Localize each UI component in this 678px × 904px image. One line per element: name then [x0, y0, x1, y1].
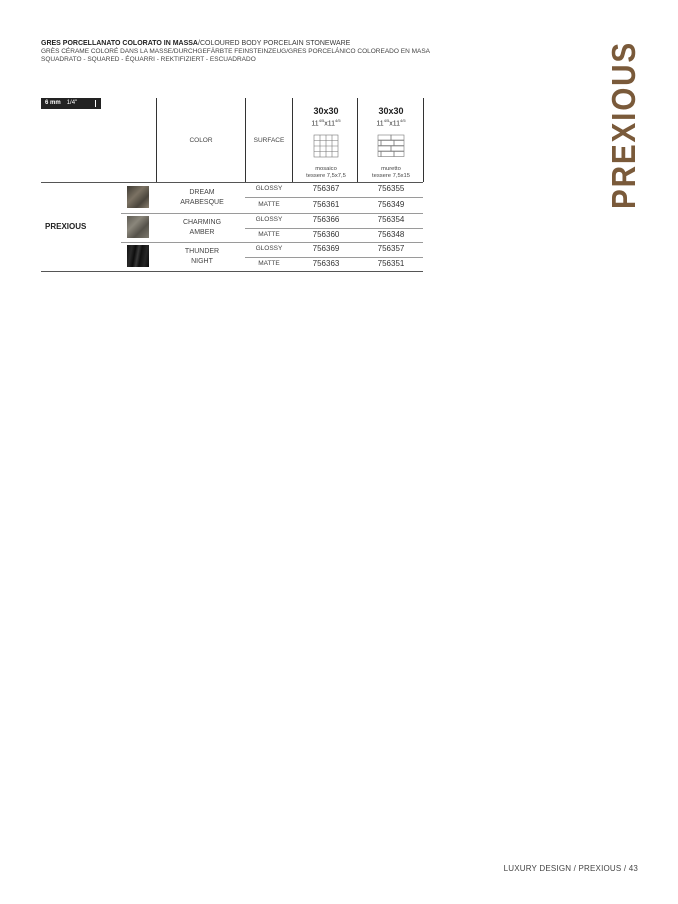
side-title — [606, 40, 642, 210]
side-title-svg — [606, 40, 642, 210]
page-footer: LUXURY DESIGN / PREXIOUS / 43 — [503, 864, 638, 873]
row-rule — [245, 228, 423, 229]
thickness-inch: 1/4" — [66, 100, 78, 106]
product-code: 756348 — [377, 230, 405, 239]
col-header-color: COLOR — [189, 137, 213, 144]
header-line-3: SQUADRATO - SQUARED - ÉQUARRI - REKTIFIZIERT - ESCUADRADO — [41, 56, 256, 63]
color-name: DREAM ARABESQUE — [180, 189, 224, 206]
table-bottom-rule — [41, 271, 423, 272]
color-name: THUNDER NIGHT — [184, 248, 220, 265]
row-rule — [121, 242, 423, 243]
product-code: 756357 — [377, 244, 405, 253]
header-rule — [41, 182, 423, 183]
col-header-surface: SURFACE — [253, 137, 285, 144]
product-code: 756363 — [312, 259, 340, 268]
product-code: 756360 — [312, 230, 340, 239]
col-divider — [357, 98, 358, 182]
header-line-2: GRÈS CÉRAME COLORÉ DANS LA MASSE/DURCHGEFÄRBTE FEINSTEINZEUG/GRES PORCELÁNICO COLOREADO EN MASA — [41, 48, 430, 55]
product-code: 756355 — [377, 184, 405, 193]
header-rest-text: /COLOURED BODY PORCELAIN STONEWARE — [198, 40, 351, 47]
product-code: 756361 — [312, 200, 340, 209]
header-bold-text: GRES PORCELLANATO COLORATO IN MASSA — [41, 40, 198, 47]
format-size-cm: 30x30 — [313, 106, 339, 116]
side-title-text: PREXIOUS — [606, 40, 642, 209]
product-code: 756354 — [377, 215, 405, 224]
catalog-header — [41, 40, 461, 64]
format-desc-tiles: tessere 7,5x15 — [371, 173, 411, 179]
product-code: 756367 — [312, 184, 340, 193]
format-desc-tiles: tessere 7,5x7,5 — [306, 173, 346, 179]
format-desc-name: mosaico — [315, 166, 337, 172]
row-rule — [121, 213, 423, 214]
format-size-inch: $11^{4/5}x11^{4/5}$ — [376, 118, 406, 128]
row-rule — [245, 197, 423, 198]
product-code: 756351 — [377, 259, 405, 268]
mosaic-grid-icon — [313, 134, 339, 158]
surface-label: GLOSSY — [255, 216, 283, 223]
format-desc-name: muretto — [381, 166, 401, 172]
format-size-2 — [360, 106, 422, 128]
col-divider — [292, 98, 293, 182]
thickness-arrow-icon — [95, 99, 97, 108]
surface-label: MATTE — [258, 260, 280, 267]
thickness-badge — [41, 98, 101, 109]
format-size-1 — [295, 106, 357, 128]
thickness-mm: 6 mm — [45, 100, 61, 106]
surface-label: MATTE — [258, 201, 280, 208]
format-desc-2 — [360, 166, 422, 180]
col-divider — [156, 98, 157, 182]
header-line-1 — [41, 40, 461, 48]
surface-label: GLOSSY — [255, 185, 283, 192]
swatch-dream-arabesque — [127, 186, 149, 208]
series-name: PREXIOUS — [45, 222, 87, 231]
format-desc-1 — [295, 166, 357, 180]
product-code: 756369 — [312, 244, 340, 253]
product-code: 756366 — [312, 215, 340, 224]
col-divider — [423, 98, 424, 182]
swatch-charming-amber — [127, 216, 149, 238]
product-code: 756349 — [377, 200, 405, 209]
surface-label: GLOSSY — [255, 245, 283, 252]
format-size-cm: 30x30 — [378, 106, 404, 116]
brick-wall-icon — [377, 134, 405, 158]
color-name: CHARMING AMBER — [182, 219, 222, 236]
format-size-inch: $11^{4/5}x11^{4/5}$ — [311, 118, 341, 128]
row-rule — [245, 257, 423, 258]
col-divider — [245, 98, 246, 182]
surface-label: MATTE — [258, 231, 280, 238]
swatch-thunder-night — [127, 245, 149, 267]
